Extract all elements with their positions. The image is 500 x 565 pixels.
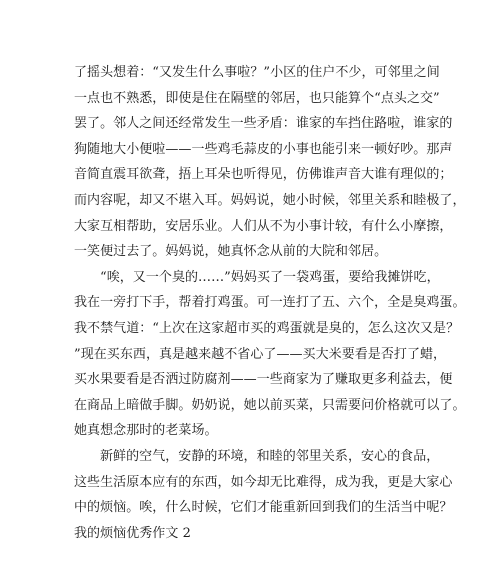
text-line: 一点也不熟悉，即使是住在隔壁的邻居，也只能算个“点头之交” bbox=[74, 90, 440, 106]
text-line: 中的烦恼。唉，什么时候，它们才能重新回到我们的生活当中呢？ bbox=[74, 500, 453, 516]
text-line: 买水果要看是否洒过防腐剂——一些商家为了赚取更多利益去，便 bbox=[74, 372, 453, 388]
text-line: 一笑便过去了。妈妈说，她真怀念从前的大院和邻居。 bbox=[74, 244, 388, 260]
text-line: 音简直震耳欲聋，捂上耳朵也听得见，仿佛谁声音大谁有理似的； bbox=[74, 167, 453, 183]
text-line: 我在一旁打下手，帮着打鸡蛋。可一连打了五、六个，全是臭鸡蛋。 bbox=[74, 295, 466, 311]
text-line: ”现在买东西，真是越来越不省心了——买大米要看是否打了蜡， bbox=[74, 346, 447, 362]
text-line: 了摇头想着：“又发生什么事啦？”小区的住户不少，可邻里之间 bbox=[74, 65, 440, 80]
text-line: 这些生活原本应有的东西，如今却无比难得，成为我，更是大家心 bbox=[74, 474, 453, 490]
essay-body bbox=[74, 60, 466, 546]
text-line: 罢了。邻人之间还经常发生一些矛盾：谁家的车挡住路啦，谁家的 bbox=[74, 116, 453, 132]
paragraph-start-line: “唉，又一个臭的……”妈妈买了一袋鸡蛋，要给我摊饼吃， bbox=[100, 269, 440, 285]
text-line: 她真想念那时的老菜场。 bbox=[74, 423, 218, 439]
paragraph-start-line: 新鲜的空气，安静的环境，和睦的邻里关系，安心的食品， bbox=[100, 448, 440, 464]
text-line: 大家互相帮助，安居乐业。人们从不为小事计较，有什么小摩擦， bbox=[74, 218, 453, 234]
text-line: 而内容呢，却又不堪入耳。妈妈说，她小时候，邻里关系和睦极了， bbox=[74, 192, 466, 208]
essay-title: 我的烦恼优秀作文 2 bbox=[74, 525, 191, 541]
text-line: 狗随地大小便啦——一些鸡毛蒜皮的小事也能引来一顿好吵。那声 bbox=[74, 141, 453, 157]
text-line: 我不禁气道：“上次在这家超市买的鸡蛋就是臭的，怎么这次又是？ bbox=[74, 320, 460, 336]
text-line: 在商品上暗做手脚。奶奶说，她以前买菜，只需要问价格就可以了。 bbox=[74, 397, 466, 413]
